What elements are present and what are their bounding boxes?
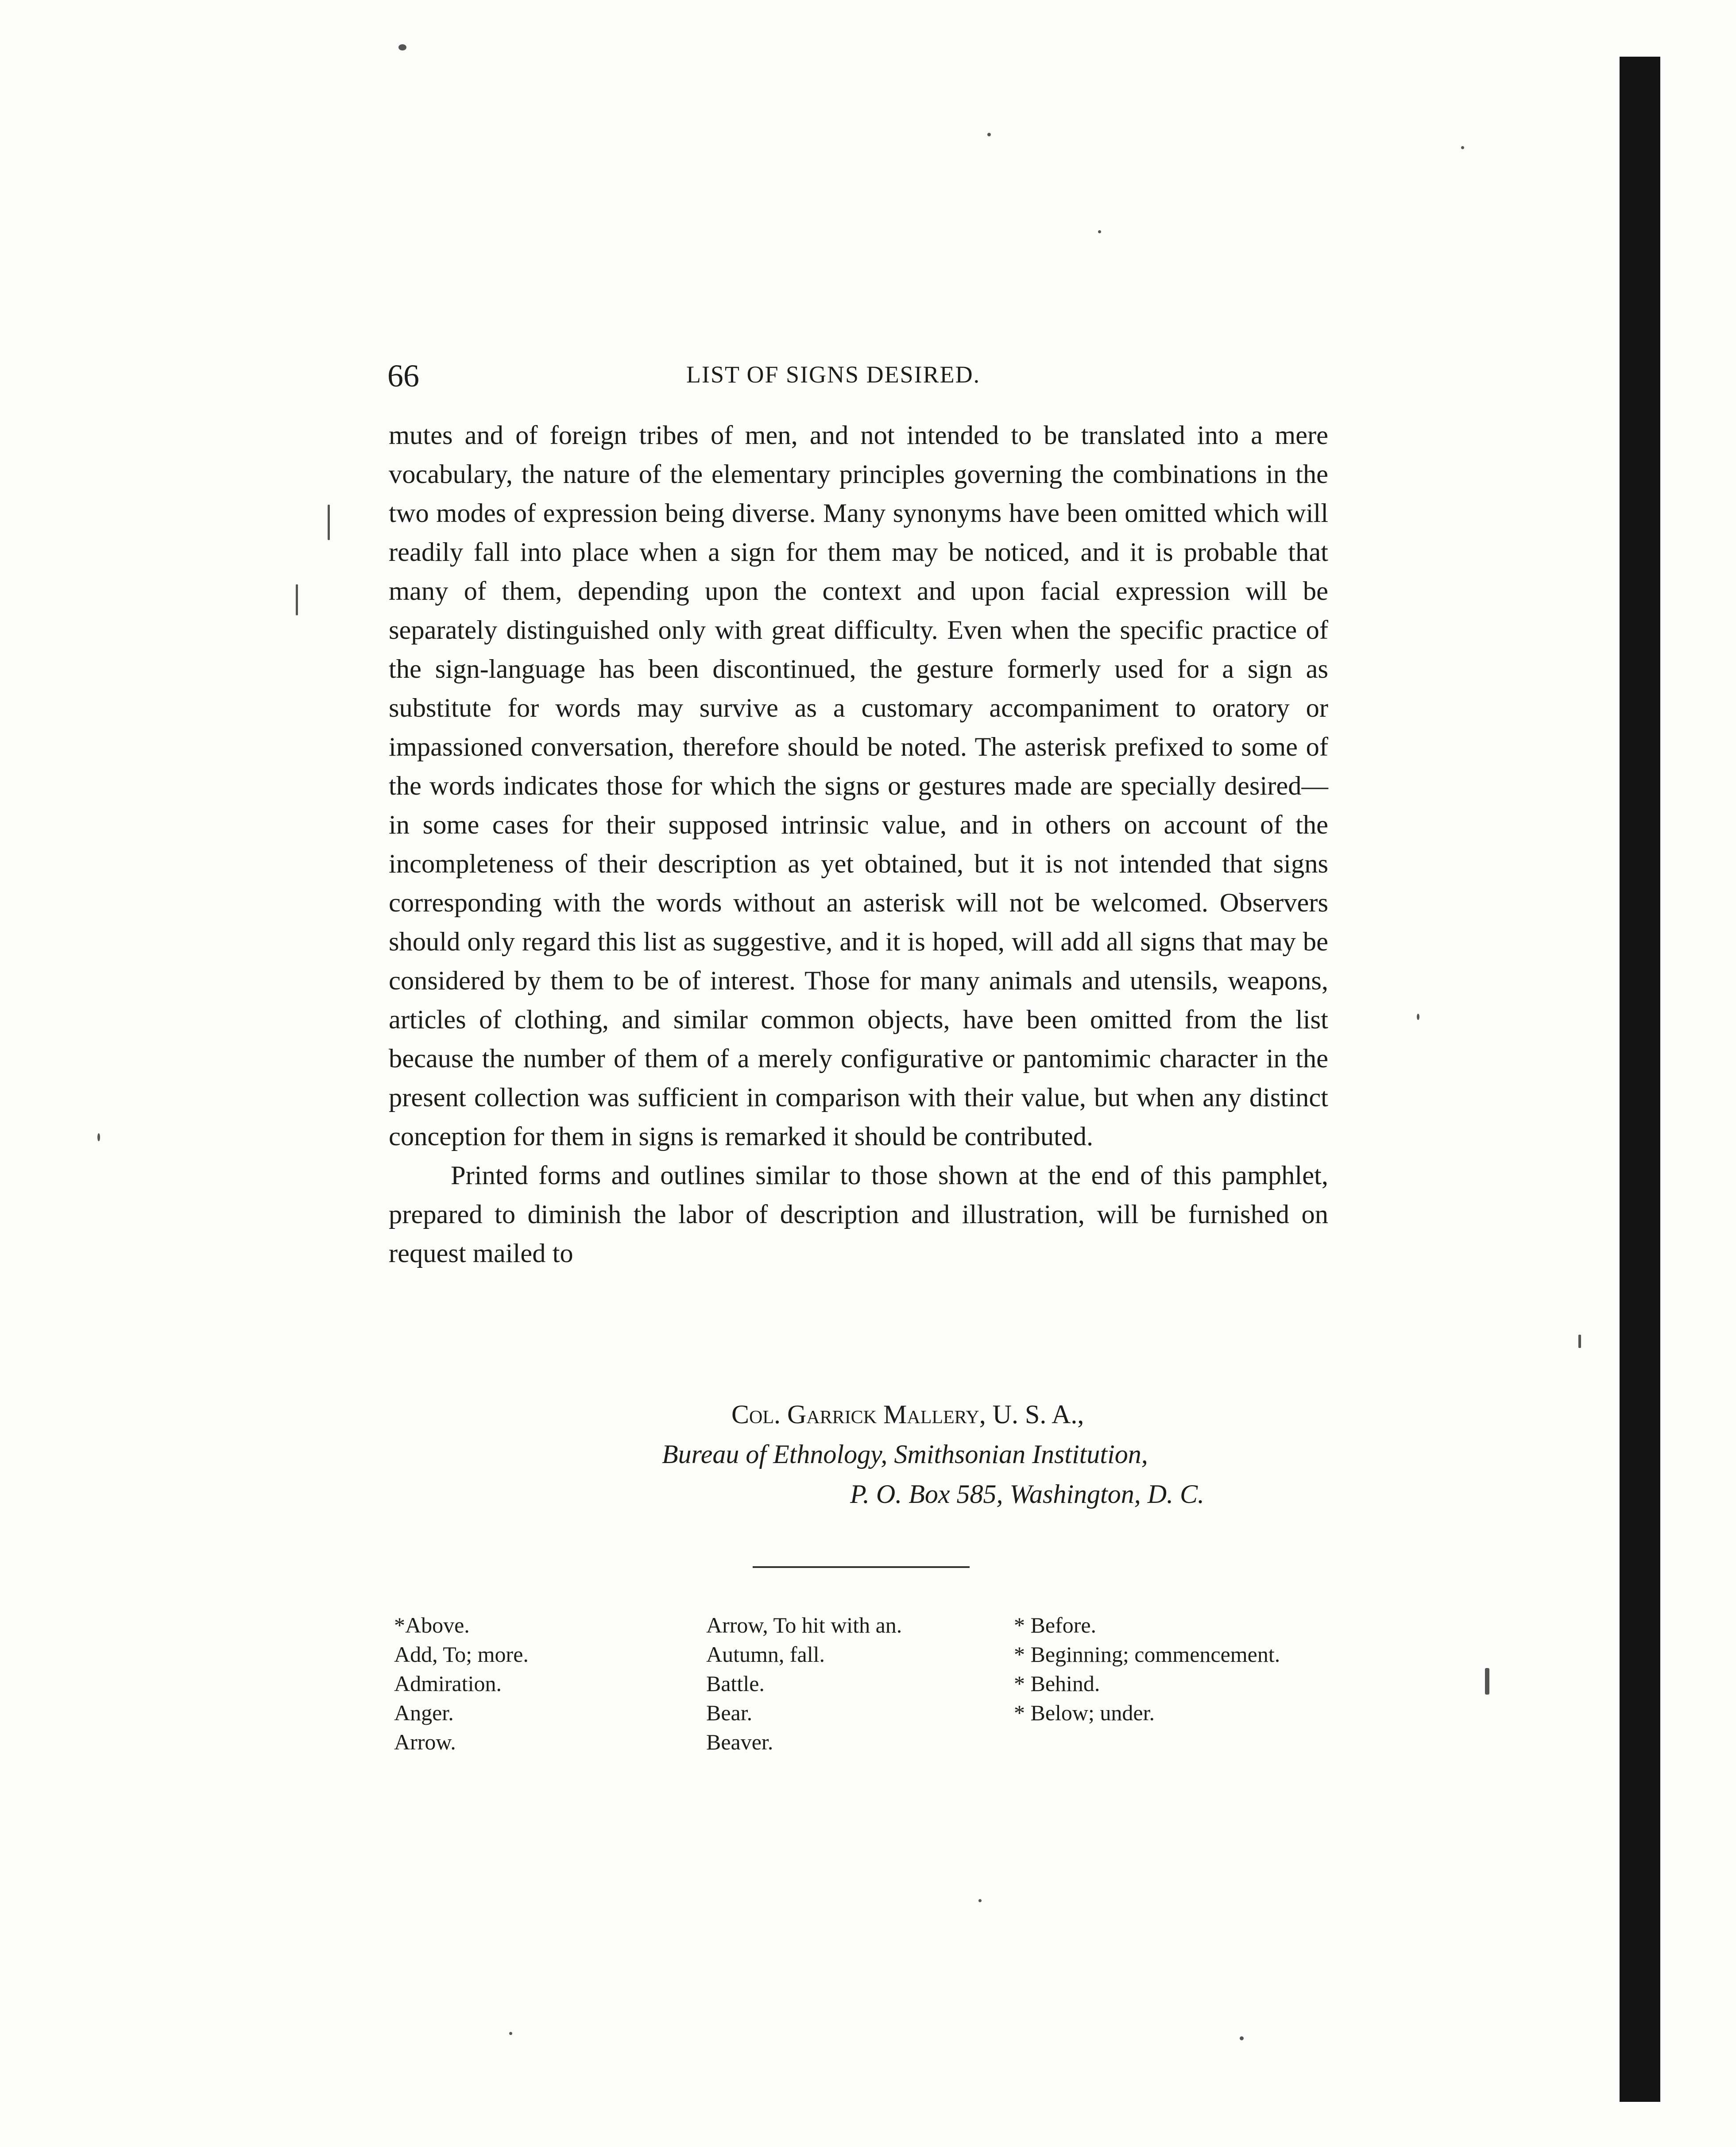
word-list-column-1 (394, 1610, 642, 1757)
list-item: Beaver. (706, 1730, 773, 1754)
scan-speck (1485, 1668, 1489, 1695)
list-item: Anger. (394, 1700, 454, 1725)
list-item: *Above. (394, 1613, 470, 1637)
list-item: Add, To; more. (394, 1642, 529, 1667)
scan-binding-shadow (1620, 57, 1660, 2102)
scan-speck (978, 1899, 982, 1902)
list-item: * Beginning; commencement. (1014, 1642, 1280, 1667)
scan-speck (987, 133, 991, 136)
list-item: Battle. (706, 1671, 765, 1696)
scan-speck (1578, 1335, 1581, 1348)
scan-speck (296, 584, 298, 615)
list-item: * Behind. (1014, 1671, 1100, 1696)
scan-speck (1461, 146, 1464, 149)
body-text (389, 416, 1328, 1273)
list-item: * Below; under. (1014, 1700, 1155, 1725)
signature-address: P. O. Box 585, Washington, D. C. (850, 1479, 1205, 1509)
paragraph: mutes and of foreign tribes of men, and not intended to be translated into a mere vocabulary, the nature of the elementary principles governing the combinations in the two modes of expression being diverse. Many synonyms have been omitted which will readily fall into place when a sign for them may be noticed, and it is probable that many of them, depending upon the context and upon facial expression will be separately distinguished only with great difficulty. Even when the specific practice of the sign-language has been discontinued, the gesture formerly used for a sign as substitute for words may survive as a customary accompaniment to oratory or impassioned conversation, therefore should be noted. The asterisk prefixed to some of the words indicates those for which the signs or gestures made are specially desired—in some cases for their supposed intrinsic value, and in others on account of the incompleteness of their description as yet obtained, but it is not intended that signs corresponding with the words without an asterisk will not be welcomed. Observers should only regard this list as suggestive, and it is hoped, will add all signs that may be considered by them to be of interest. Those for many animals and utensils, weapons, articles of clothing, and similar common objects, have been omitted from the list because the number of them of a merely configurative or pantomimic character in the present collection was sufficient in comparison with their value, but when any distinct conception for them in signs is remarked it should be contributed. (389, 421, 1328, 1151)
scan-speck (1417, 1014, 1419, 1020)
running-title: LIST OF SIGNS DESIRED. (686, 361, 981, 388)
signature-bureau: Bureau of Ethnology, Smithsonian Institution, (662, 1440, 1148, 1469)
list-item: Arrow. (394, 1730, 456, 1754)
word-list-column-2 (706, 1610, 981, 1757)
list-item: Bear. (706, 1700, 753, 1725)
scan-speck (509, 2032, 512, 2035)
list-item: Arrow, To hit with an. (706, 1613, 902, 1637)
divider-rule (753, 1566, 970, 1568)
list-item: * Before. (1014, 1613, 1097, 1637)
word-list-column-3 (1014, 1610, 1324, 1727)
scan-speck (328, 505, 330, 540)
scan-speck (398, 44, 406, 50)
list-item: Autumn, fall. (706, 1642, 825, 1667)
list-item: Admiration. (394, 1671, 502, 1696)
scan-speck (1240, 2036, 1244, 2040)
paragraph: Printed forms and outlines similar to those shown at the end of this pamphlet, prepared to diminish the labor of description and illustration, will be furnished on request mailed to (389, 1161, 1328, 1268)
scan-speck (97, 1133, 100, 1141)
scan-speck (1098, 230, 1101, 233)
page-number: 66 (387, 358, 419, 394)
signature-name: Col. Garrick Mallery, U. S. A., (731, 1400, 1084, 1429)
